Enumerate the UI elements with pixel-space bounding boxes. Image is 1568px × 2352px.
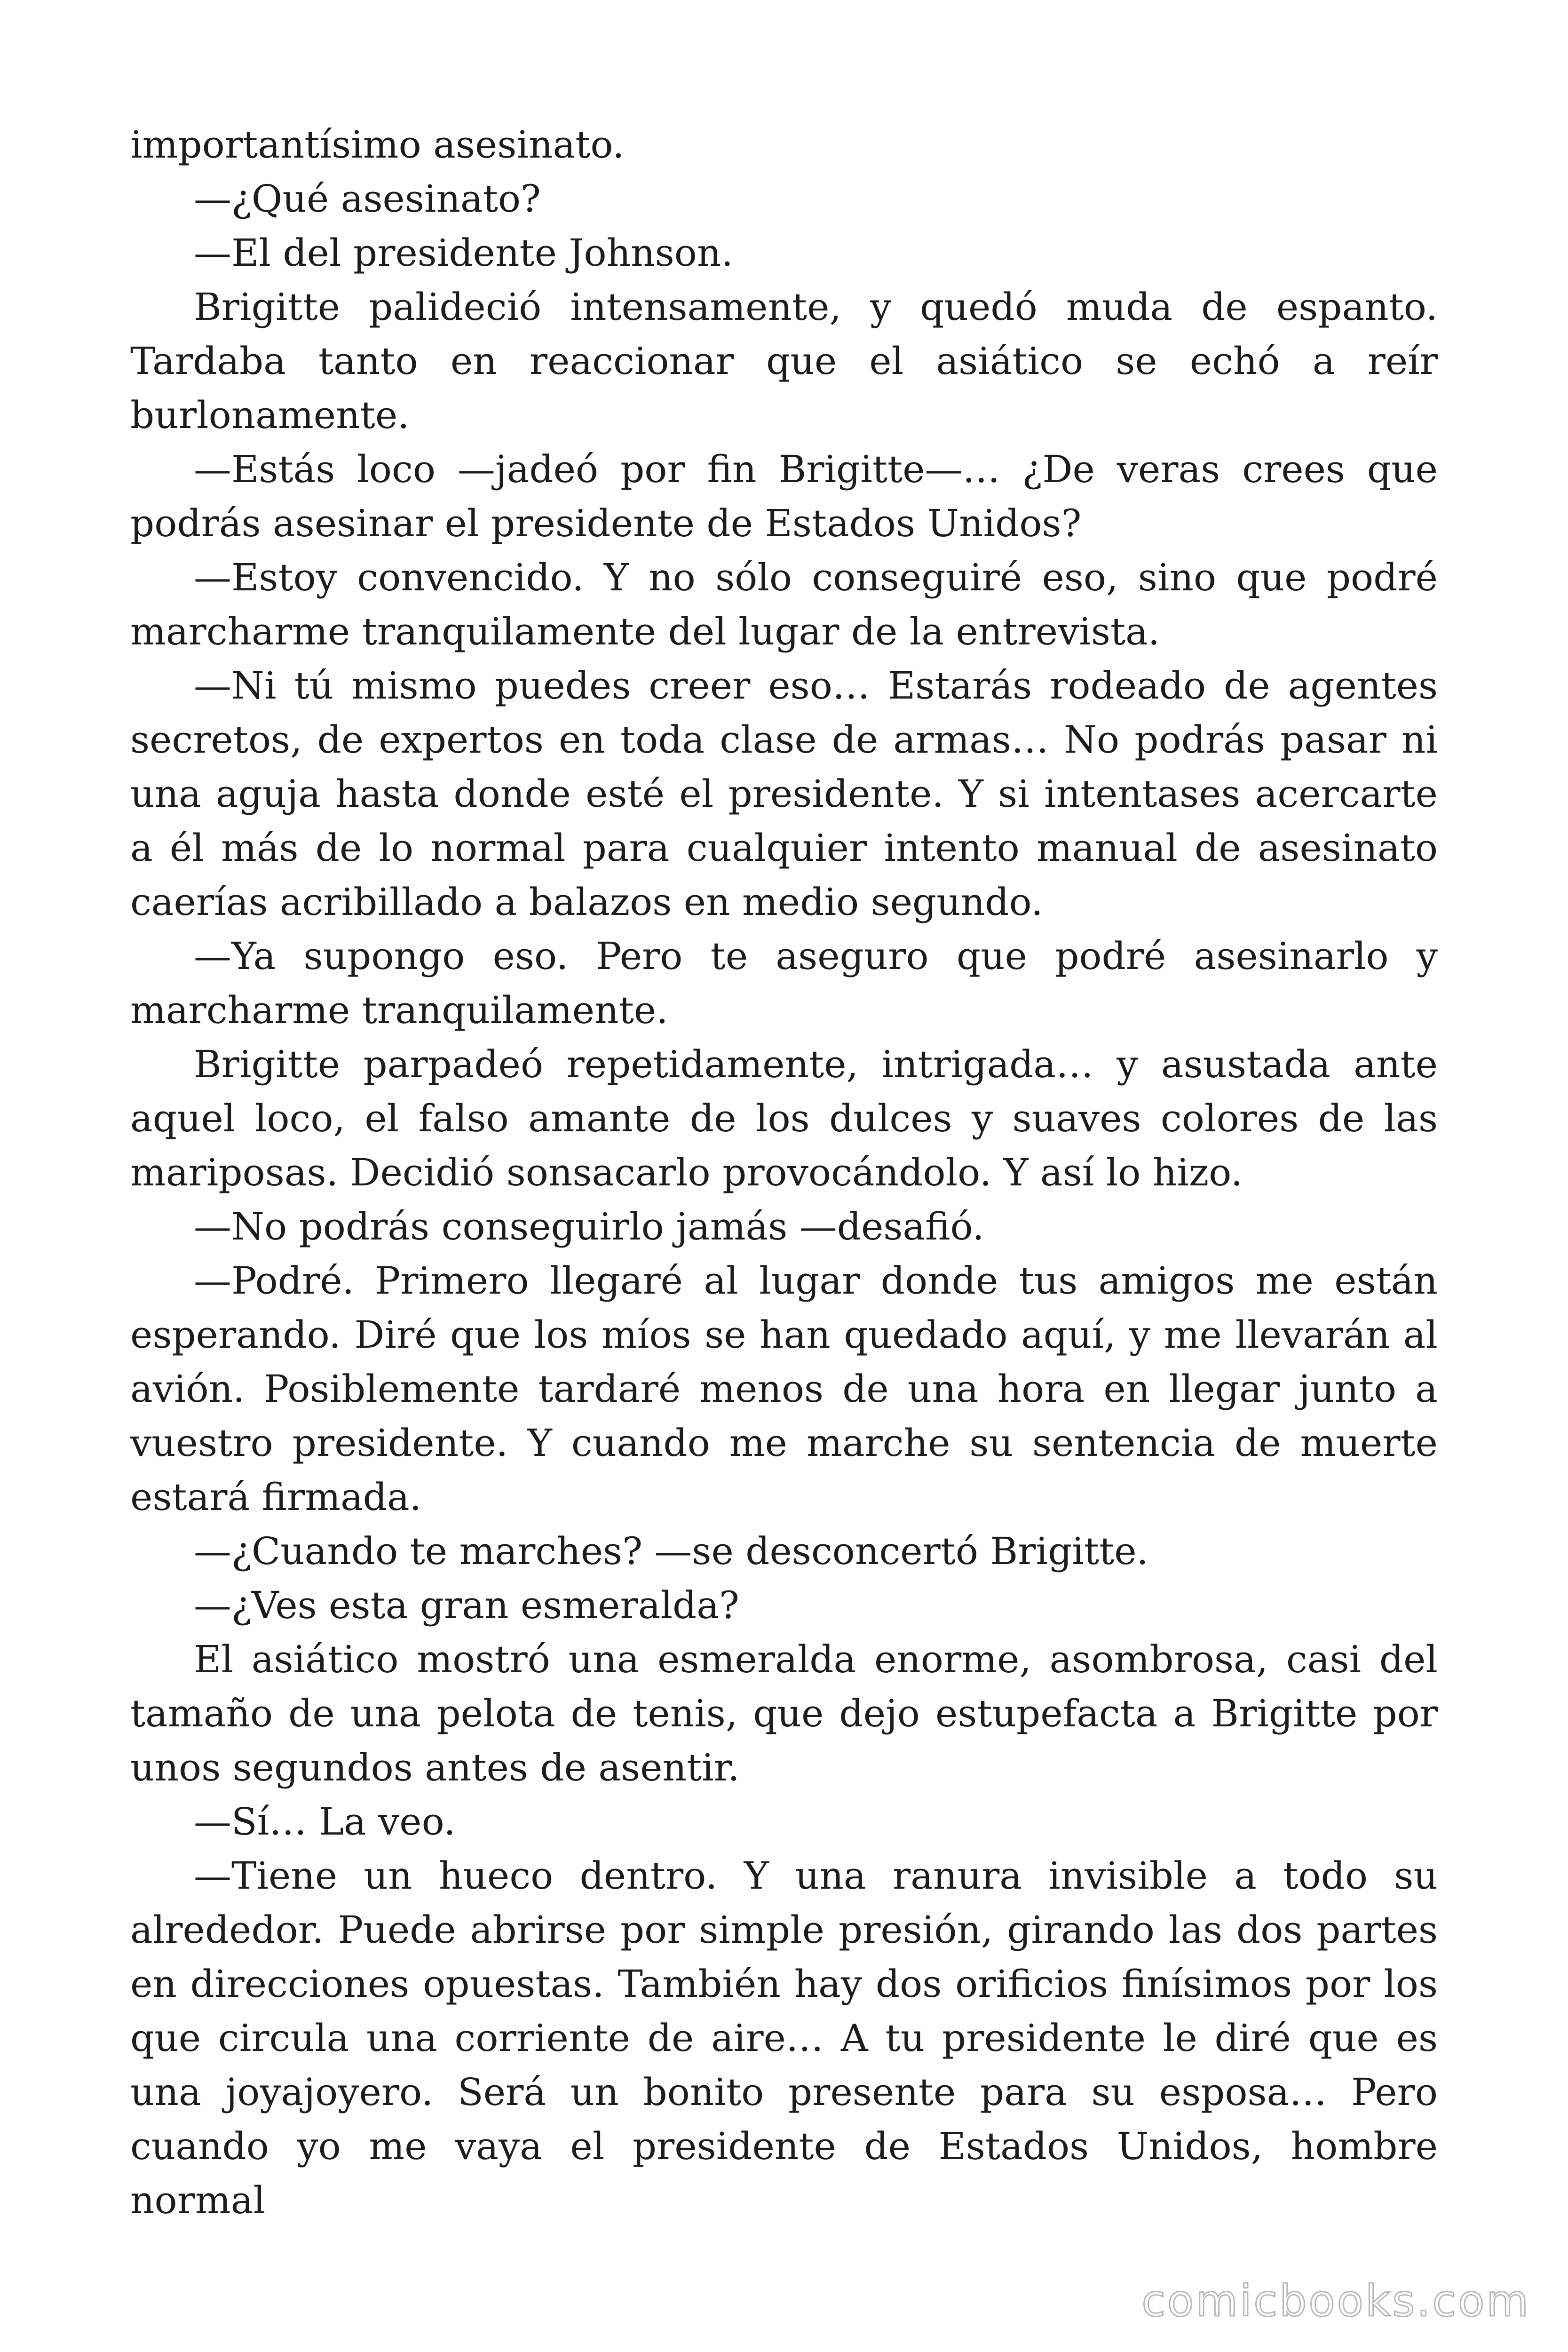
paragraph-6: —Estoy convencido. Y no sólo conseguiré eso, sino que podré marcharme tranquilamente del lugar de la entrevista. <box>130 556 1438 653</box>
paragraph-8: —Ya supongo eso. Pero te aseguro que podré asesinarlo y marcharme tranquilamente. <box>130 934 1438 1032</box>
paragraph-15: —Sí… La veo. <box>194 1800 456 1843</box>
paragraph-7: —Ni tú mismo puedes creer eso… Estarás rodeado de agentes secretos, de expertos en toda clase de armas… No podrás pasar ni una aguja hasta donde esté el presidente. Y si intentases acercarte a él más de lo normal para cualquier intento manual de asesinato caerías acribillado a balazos en medio segundo. <box>130 664 1438 924</box>
book-page-text <box>130 118 1438 2227</box>
paragraph-4: Brigitte palideció intensamente, y quedó muda de espanto. Tardaba tanto en reaccionar que el asiático se echó a reír burlonamente. <box>130 285 1438 437</box>
paragraph-10: —No podrás conseguirlo jamás —desafió. <box>194 1205 984 1248</box>
paragraph-14: El asiático mostró una esmeralda enorme, asombrosa, casi del tamaño de una pelota de tenis, que dejo estupefacta a Brigitte por unos segundos antes de asentir. <box>130 1637 1438 1789</box>
paragraph-3: —El del presidente Johnson. <box>194 231 733 275</box>
paragraph-2: —¿Qué asesinato? <box>194 177 541 221</box>
paragraph-1: importantísimo asesinato. <box>130 123 625 167</box>
paragraph-13: —¿Ves esta gran esmeralda? <box>194 1583 739 1627</box>
paragraph-16: —Tiene un hueco dentro. Y una ranura invisible a todo su alrededor. Puede abrirse por simple presión, girando las dos partes en direcciones opuestas. También hay dos orificios finísimos por los que circula una corriente de aire… A tu presidente le diré que es una joyajoyero. Será un bonito presente para su esposa… Pero cuando yo me vaya el presidente de Estados Unidos, hombre normal <box>130 1854 1438 2222</box>
paragraph-9: Brigitte parpadeó repetidamente, intrigada… y asustada ante aquel loco, el falso amante de los dulces y suaves colores de las mariposas. Decidió sonsacarlo provocándolo. Y así lo hizo. <box>130 1042 1438 1194</box>
paragraph-12: —¿Cuando te marches? —se desconcertó Brigitte. <box>194 1529 1148 1573</box>
watermark: comicbooks.com <box>1141 2276 1530 2326</box>
paragraph-5: —Estás loco —jadeó por fin Brigitte—… ¿De veras crees que podrás asesinar el presidente de Estados Unidos? <box>130 447 1438 545</box>
paragraph-11: —Podré. Primero llegaré al lugar donde tus amigos me están esperando. Diré que los míos se han quedado aquí, y me llevarán al avión. Posiblemente tardaré menos de una hora en llegar junto a vuestro presidente. Y cuando me marche su sentencia de muerte estará firmada. <box>130 1259 1438 1519</box>
